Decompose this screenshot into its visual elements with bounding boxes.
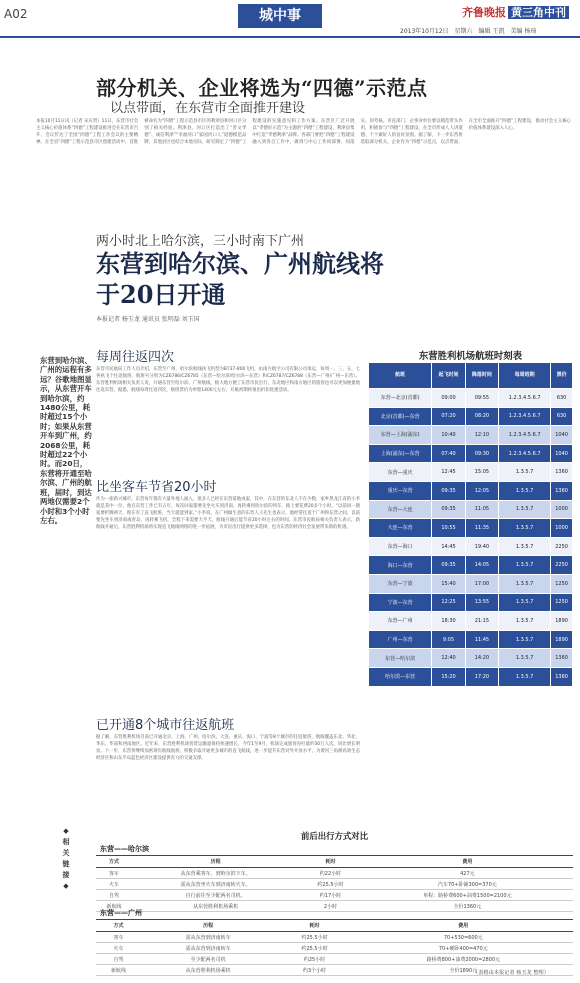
travel-cell: 427元 xyxy=(362,868,573,879)
article1-subtitle: 以点带面，在东营市全面推开建设 xyxy=(110,101,306,116)
flight-cell: 14:05 xyxy=(465,556,498,575)
section-body: 作为一座新兴城市，东营每年都有大量外地人涌入，很多人已经在东营落地成家，其中，在东营的东北人不在少数，家乡黑龙江省的小李就是其中一位，他在东营工作已有五年，每次回家都要先坐火车到济南，再转乘到哈尔滨的列车，路上要花费20多个小时。“以前回一趟家要折腾两天，现在有了直飞航班，当天就能到家。”小李说。在广州做生意的东营人王先生也表示，他经常往返于广州和东营之间，以前要先坐车到济南或青岛，再转乘飞机，全程下来需要大半天，航线开通后能节省20小时左右的时间。东营市民航局相关负责人表示，新航线开通后，东营胜利机场将实现直飞航线网络的进一步拓展，为市民出行提供更多选择，也为东营的经济社会发展带来新的机遇。 xyxy=(96,497,360,530)
flight-cell: 1000 xyxy=(551,500,573,519)
travel-cell: 需从东营到济南转车 xyxy=(141,943,276,954)
flight-row xyxy=(369,500,573,519)
travel-cell: 约25.5小时 xyxy=(275,932,353,943)
travel-row xyxy=(96,932,573,943)
flight-cell: 1.3.5.7 xyxy=(499,519,551,538)
flight-cell: 东营—哈尔滨 xyxy=(369,649,432,668)
section-title: 城中事 xyxy=(238,4,322,28)
section-heading: 已开通8个城市往返航班 xyxy=(96,718,235,733)
travel-cell: 从东营胜利机场乘机 xyxy=(141,965,276,976)
flight-cell: 1250 xyxy=(551,574,573,593)
flight-cell: 1.3.5.7 xyxy=(499,649,551,668)
travel-cell: 约3个小时 xyxy=(275,965,353,976)
travel-cell: 需从东营到济南转车 xyxy=(141,932,276,943)
flight-cell: 1.3.5.7 xyxy=(499,463,551,482)
flight-cell: 哈尔滨—东营 xyxy=(369,667,432,686)
article2-title: 东营到哈尔滨、广州航线将于20日开通 xyxy=(96,249,384,309)
flight-row xyxy=(369,649,573,668)
flight-cell: 1.3.5.7 xyxy=(499,612,551,631)
travel-col-header: 历程 xyxy=(132,856,299,868)
flight-cell: 1360 xyxy=(551,667,573,686)
flight-cell: 1360 xyxy=(551,649,573,668)
flight-cell: 宁波—东营 xyxy=(369,593,432,612)
flight-row xyxy=(369,574,573,593)
flight-table xyxy=(368,362,573,687)
flight-cell: 广州—东营 xyxy=(369,630,432,649)
travel-cell: 2小时 xyxy=(299,901,361,912)
related-label-char: ◆ xyxy=(63,827,69,835)
flight-cell: 1250 xyxy=(551,593,573,612)
travel-row xyxy=(96,943,573,954)
flight-cell: 07:20 xyxy=(432,407,465,426)
flight-cell: 13:55 xyxy=(465,593,498,612)
flight-cell: 1.3.5.7 xyxy=(499,593,551,612)
related-label-char: 关 xyxy=(62,849,70,857)
flight-cell: 海口—东营 xyxy=(369,556,432,575)
section-body: 据了解，东营胜利机场目前已开通北京、上海、广州、哈尔滨、大连、重庆、海口、宁波等8个城市的往返航班，航线覆盖东北、华北、华东、华南和西南地区。近年来，东营胜利机场客货运输量保持快速增长，今年1至9月，机场完成旅客吞吐量约30万人次，同比增长明显。下一步，东营将继续加密现有航线航班，积极争取开通更多城市的直飞航线，进一步提升东营对外开放水平，为黄河三角洲高效生态经济区和山东半岛蓝色经济区建设提供有力的交通支撑。 xyxy=(96,735,360,761)
flight-cell: 东营—北京(首都) xyxy=(369,389,432,408)
travel-cell: 约25.5小时 xyxy=(299,879,361,890)
travel-cell: 汽车70+卧铺300=370元 xyxy=(362,879,573,890)
travel-cell: 需从东营坐火车到济南转火车。 xyxy=(132,879,299,890)
flight-cell: 09:55 xyxy=(465,389,498,408)
flight-cell: 17:00 xyxy=(465,574,498,593)
travel-cell: 从东营胜利机场乘机 xyxy=(132,901,299,912)
travel-row xyxy=(96,954,573,965)
flight-cell: 1360 xyxy=(551,481,573,500)
travel-cell: 新航线 xyxy=(96,965,141,976)
flight-table-header xyxy=(369,363,573,389)
flight-cell: 09:35 xyxy=(432,556,465,575)
sidebar-blurb: 东营到哈尔滨、广州的运程有多远？谷歌地图显示，从东营开车到哈尔滨，约1480公里，耗时超过15个小时；如果从东营开车到广州，约2068公里，耗时超过22个小时。而20日，东营将开通至哈尔滨、广州的航班，届时，到达两地仅需要2个小时和3个小时左右。 xyxy=(40,356,92,525)
flight-cell: 2250 xyxy=(551,556,573,575)
travel-table-header xyxy=(96,856,573,868)
flight-cell: 07:40 xyxy=(432,444,465,463)
travel-col-header: 方式 xyxy=(96,920,141,932)
travel-row xyxy=(96,879,573,890)
travel-cell: 70+硬卧400=470元 xyxy=(354,943,573,954)
header-rule xyxy=(0,36,580,38)
table-note: （表格由本报记者 杨玉龙 整理） xyxy=(473,970,549,976)
flight-cell: 1040 xyxy=(551,444,573,463)
flight-cell: 1360 xyxy=(551,463,573,482)
travel-cell: 约25.5小时 xyxy=(275,943,353,954)
flight-row xyxy=(369,481,573,500)
flight-cell: 1890 xyxy=(551,612,573,631)
flight-row xyxy=(369,537,573,556)
flight-cell: 12:40 xyxy=(432,649,465,668)
flight-cell: 1040 xyxy=(551,426,573,445)
travel-cell: 全价1360元 xyxy=(362,901,573,912)
flight-table-title: 东营胜利机场航班时刻表 xyxy=(418,351,523,362)
flight-table-body xyxy=(369,389,573,687)
travel-group-title: 东营——广州 xyxy=(100,909,142,917)
travel-cell: 火车 xyxy=(96,943,141,954)
flight-row xyxy=(369,444,573,463)
flight-row xyxy=(369,389,573,408)
travel-cell: 路桥费800+油费2000=2800元 xyxy=(354,954,573,965)
travel-cell: 自驾 xyxy=(96,890,132,901)
travel-group xyxy=(96,844,573,912)
flight-cell: 12:25 xyxy=(432,593,465,612)
flight-col-header: 票价 xyxy=(551,363,573,389)
travel-cell: 约22小时 xyxy=(299,868,361,879)
flight-cell: 东营—上海(浦东) xyxy=(369,426,432,445)
flight-cell: 1.2.3.4.5.6.7 xyxy=(499,426,551,445)
flight-cell: 大连—东营 xyxy=(369,519,432,538)
article2-kicker: 两小时北上哈尔滨，三小时南下广州 xyxy=(96,234,305,249)
travel-cell: 从东营乘客车，到哈尔滨下车。 xyxy=(132,868,299,879)
travel-table xyxy=(96,919,573,976)
flight-cell: 09:00 xyxy=(432,389,465,408)
travel-col-header: 历程 xyxy=(141,920,276,932)
flight-cell: 12:05 xyxy=(465,481,498,500)
flight-cell: 1.3.5.7 xyxy=(499,481,551,500)
page-number: A02 xyxy=(4,7,28,21)
flight-cell: 1.2.3.4.5.6.7 xyxy=(499,389,551,408)
article1-body: 本报10月11日讯（记者 宋庆贤）11日，东营市社会主义核心价值体系“四德”工程建设推进会在东营市召开，会议传达了全国“四德”工程工作会议的主要精神。在全省“四德”工程示范县市区创建活动中，首批被命名为“四德”工程示范县市区的利津县和河口区分别了相关经验。利津县、河口区打造出了“善文孝德”、诚信利津”“幸福河口”家园河口人”道德模范品牌，其他县区也结合本地实际，研究制定了“四德”工程建设的实施意见和工作方案。东营区广泛开展以“孝德好示范”为主题的“四德”工程建设，利津县集中打造“孝德利津”品牌。各部门要把“四德”工程建设融入到各自工作中，做到与中心工作同部署、同落实、同考核。市直部门、企事业单位要以模范带头作用，积极参与“四德”工程建设，在全市形成人人讲道德、个个做好人的良好氛围。据了解，下一步东营将选取部分机关、企业作为“四德”示范点，以点带面，在全市全面推开“四德”工程建设，推动社会主义核心价值体系建设深入人心。 xyxy=(36,119,571,145)
flight-cell: 重庆—东营 xyxy=(369,481,432,500)
newspaper-logo xyxy=(462,4,569,20)
related-label-char: 相 xyxy=(62,838,70,846)
flight-cell: 10:55 xyxy=(432,519,465,538)
flight-col-header: 起飞时间 xyxy=(432,363,465,389)
flight-cell: 1000 xyxy=(551,519,573,538)
section-heading: 每周往返四次 xyxy=(96,350,175,365)
flight-row xyxy=(369,630,573,649)
flight-cell: 08:20 xyxy=(465,407,498,426)
travel-row xyxy=(96,868,573,879)
flight-cell: 15:20 xyxy=(432,667,465,686)
article1-title: 部分机关、企业将选为“四德”示范点 xyxy=(96,76,428,100)
flight-cell: 东营—大连 xyxy=(369,500,432,519)
flight-row xyxy=(369,519,573,538)
flight-cell: 2250 xyxy=(551,537,573,556)
flight-cell: 630 xyxy=(551,389,573,408)
travel-cell: 自行前往至少配两名司机。 xyxy=(132,890,299,901)
flight-cell: 09:35 xyxy=(432,481,465,500)
related-label-char: ◆ xyxy=(63,882,69,890)
flight-cell: 1.2.3.4.5.6.7 xyxy=(499,444,551,463)
flight-row xyxy=(369,556,573,575)
flight-cell: 上海(浦东)—东营 xyxy=(369,444,432,463)
travel-cell: 全价1890元 xyxy=(354,965,573,976)
flight-row xyxy=(369,667,573,686)
flight-cell: 1.2.3.4.5.6.7 xyxy=(499,407,551,426)
travel-group-title: 东营——哈尔滨 xyxy=(100,845,149,853)
flight-cell: 9:05 xyxy=(432,630,465,649)
flight-cell: 1.3.5.7 xyxy=(499,667,551,686)
travel-cell: 约17小时 xyxy=(299,890,361,901)
flight-row xyxy=(369,612,573,631)
page-header xyxy=(0,0,580,44)
flight-cell: 15:05 xyxy=(465,463,498,482)
related-label-char: 接 xyxy=(62,871,70,879)
flight-col-header: 航班 xyxy=(369,363,432,389)
logo-tag: 黄三角中刊 xyxy=(508,6,569,19)
flight-cell: 11:45 xyxy=(465,630,498,649)
travel-col-header: 方式 xyxy=(96,856,132,868)
flight-cell: 1.3.5.7 xyxy=(499,556,551,575)
section-heading: 比坐客车节省20小时 xyxy=(96,480,217,495)
flight-cell: 东营—宁波 xyxy=(369,574,432,593)
flight-cell: 1890 xyxy=(551,630,573,649)
travel-group xyxy=(96,908,573,976)
travel-col-header: 耗时 xyxy=(299,856,361,868)
flight-cell: 15:40 xyxy=(432,574,465,593)
flight-cell: 1.3.5.7 xyxy=(499,537,551,556)
flight-cell: 东营—重庆 xyxy=(369,463,432,482)
flight-cell: 北京(首都)—东营 xyxy=(369,407,432,426)
flight-cell: 1.3.5.7 xyxy=(499,574,551,593)
travel-table-title: 前后出行方式对比 xyxy=(301,831,368,841)
travel-cell: 至少配两名司机 xyxy=(141,954,276,965)
flight-cell: 1.3.5.7 xyxy=(499,630,551,649)
flight-cell: 东营—海口 xyxy=(369,537,432,556)
flight-cell: 14:20 xyxy=(465,649,498,668)
flight-cell: 11:05 xyxy=(465,500,498,519)
issue-meta: 2013年10月12日 星期六 编辑 王凯 美编 杨琦 xyxy=(400,28,537,35)
travel-col-header: 费用 xyxy=(362,856,573,868)
flight-cell: 东营—广州 xyxy=(369,612,432,631)
section-body: 东营市民航局工作人员介绍，东营至广州、哈尔滨航线执飞机型为B737-800飞机，由南方航空公司有限公司承运，每周一、三、五、七各执飞个往返航班，航班号分别为CZ6786/CZ6785（东营—哈尔滨/哈尔滨—东营）和CZ6787/CZ6788（东营—广州/广州—东营）。东营胜利机场相关负责人说，开通东营至哈尔滨、广州航线，极大地方便了东营市民出行，东北地区和南方地区的旅客也可以更加便捷地往返东营。据悉，航线每周往返四次，航班票价为单程1400元左右，开航初期将推出折扣优惠活动。 xyxy=(96,367,360,393)
travel-cell: 新航线 xyxy=(96,901,132,912)
travel-cell: 客车 xyxy=(96,932,141,943)
travel-table-header xyxy=(96,920,573,932)
related-links-label xyxy=(59,826,73,968)
travel-cell: 客车 xyxy=(96,868,132,879)
travel-cell: 约25小时 xyxy=(275,954,353,965)
flight-cell: 12:45 xyxy=(432,463,465,482)
flight-cell: 09:35 xyxy=(432,500,465,519)
flight-row xyxy=(369,407,573,426)
travel-cell: 70+530=600元 xyxy=(354,932,573,943)
travel-cell: 自驾 xyxy=(96,954,141,965)
flight-cell: 19:40 xyxy=(465,537,498,556)
flight-row xyxy=(369,463,573,482)
flight-col-header: 降落时间 xyxy=(465,363,498,389)
travel-row xyxy=(96,890,573,901)
article2-byline: 本报记者 杨玉龙 通讯员 张明磊 刘玉国 xyxy=(96,316,200,323)
flight-cell: 10:40 xyxy=(432,426,465,445)
flight-cell: 11:35 xyxy=(465,519,498,538)
flight-row xyxy=(369,426,573,445)
flight-cell: 12:10 xyxy=(465,426,498,445)
flight-row xyxy=(369,593,573,612)
flight-cell: 21:15 xyxy=(465,612,498,631)
logo-text: 齐鲁晚报 xyxy=(462,6,506,19)
flight-cell: 630 xyxy=(551,407,573,426)
travel-cell: 火车 xyxy=(96,879,132,890)
flight-cell: 14:45 xyxy=(432,537,465,556)
related-label-char: 链 xyxy=(62,860,70,868)
flight-cell: 1.3.5.7 xyxy=(499,500,551,519)
flight-cell: 09:30 xyxy=(465,444,498,463)
flight-cell: 18:30 xyxy=(432,612,465,631)
travel-col-header: 费用 xyxy=(354,920,573,932)
flight-cell: 17:20 xyxy=(465,667,498,686)
travel-col-header: 耗时 xyxy=(275,920,353,932)
flight-col-header: 每周班期 xyxy=(499,363,551,389)
travel-cell: 单程：路桥费600+油费1500=2100元 xyxy=(362,890,573,901)
travel-table xyxy=(96,855,573,912)
